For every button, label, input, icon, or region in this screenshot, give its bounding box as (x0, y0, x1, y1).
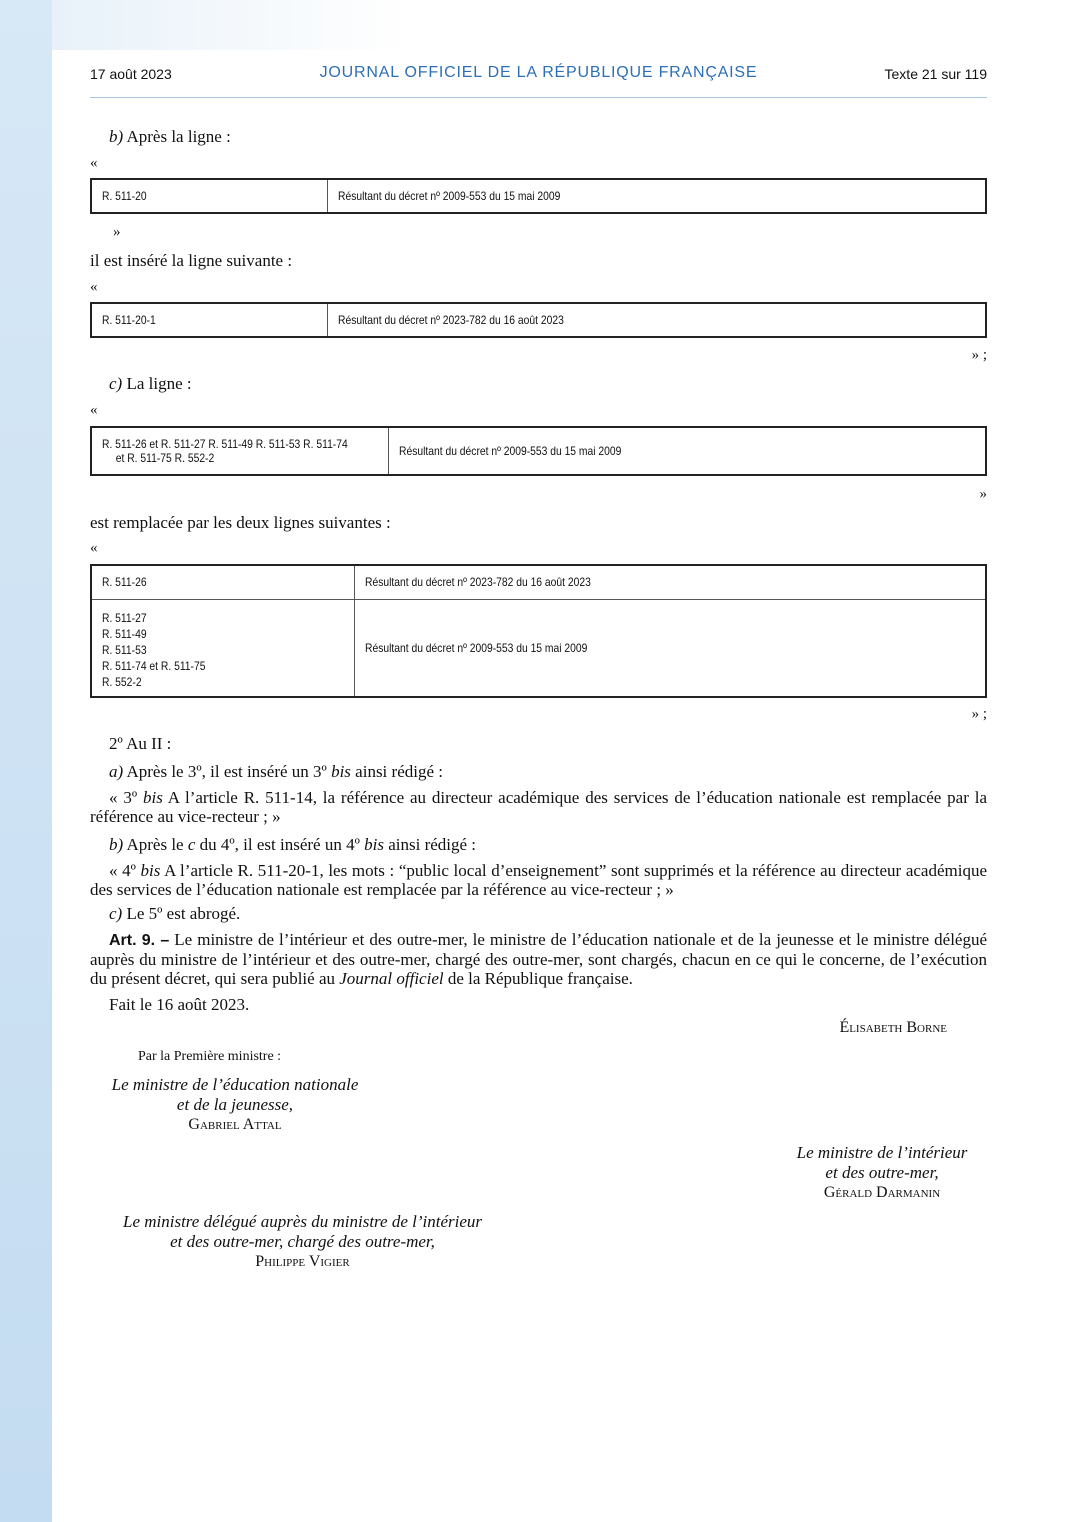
signing-date: Fait le 16 août 2023. (109, 995, 250, 1014)
close-quote: » ; (971, 706, 987, 722)
journal-header (90, 64, 987, 84)
page-top-edge (52, 0, 1077, 50)
table-cell-ref: R. 511-26 (91, 565, 355, 599)
table-cell-source: Résultant du décret nº 2009-553 du 15 mai 2009 (388, 427, 986, 475)
table-row (91, 427, 986, 475)
table-row (91, 303, 986, 337)
education-minister-name: Gabriel Attal (188, 1116, 282, 1133)
publication-date: 17 août 2023 (90, 66, 172, 82)
section-c-text: La ligne : (126, 374, 192, 393)
overseas-minister-name: Philippe Vigier (255, 1253, 350, 1270)
by-prime-minister: Par la Première ministre : (138, 1049, 282, 1064)
table-cell-source: Résultant du décret nº 2023-782 du 16 août 2023 (328, 303, 987, 337)
point-2-title: 2º Au II : (109, 734, 172, 753)
header-divider (90, 97, 987, 98)
open-quote: « (90, 155, 98, 171)
article-9-label: Art. 9. – (109, 932, 170, 949)
point-2-b-quote: « 4º bis A l’article R. 511-20-1, les mots : “public local d’enseignement” sont supprimés et la référence au directeur académique des services de l’éducation nationale est remplacée par la référence au vice-recteur ; » (90, 861, 988, 899)
text-number: Texte 21 sur 119 (884, 66, 987, 82)
interior-minister-name: Gérald Darmanin (823, 1184, 941, 1201)
table-cell-ref: R. 511-20 (91, 179, 328, 213)
overseas-minister-block: Le ministre délégué auprès du ministre de l’intérieur et des outre-mer, chargé des outre-mer, Philippe Vigier (90, 1212, 515, 1272)
interior-minister-block: Le ministre de l’intérieur et des outre-mer, Gérald Darmanin (777, 1143, 987, 1203)
point-2-a: a) Après le 3º, il est inséré un 3º bis ainsi rédigé : (109, 762, 443, 781)
point-2-c: c) Le 5º est abrogé. (109, 904, 241, 923)
table-new-lines (90, 564, 987, 698)
point-2-a-quote: « 3º bis A l’article R. 511-14, la référence au directeur académique des services de l’éducation nationale est remplacée par la référence au vice-recteur ; » (90, 788, 988, 826)
close-quote: » (113, 224, 121, 240)
table-cell-ref: R. 511-27 R. 511-49 R. 511-53 R. 511-74 et R. 511-75 R. 552-2 (91, 599, 355, 697)
open-quote: « (90, 540, 98, 556)
table-row (91, 599, 986, 697)
insert-line-text: il est inséré la ligne suivante : (90, 251, 293, 270)
table-cell-source: Résultant du décret nº 2009-553 du 15 mai 2009 (328, 179, 987, 213)
close-quote: » ; (971, 347, 987, 363)
section-c-heading (109, 374, 192, 394)
section-b-label: b) (109, 127, 124, 146)
table-old-line (90, 426, 987, 476)
table-cell-ref: R. 511-26 et R. 511-27 R. 511-49 R. 511-53 R. 511-74 et R. 511-75 R. 552-2 (91, 427, 388, 475)
prime-minister-signature: Élisabeth Borne (839, 1019, 947, 1036)
open-quote: « (90, 402, 98, 418)
table-row (91, 565, 986, 599)
article-9: Art. 9. – Le ministre de l’intérieur et des outre-mer, le ministre de l’éducation nationale et de la jeunesse et le ministre délégué auprès du ministre de l’intérieur et des outre-mer, chargé des outre-mer, sont chargés, chacun en ce qui le concerne, de l’exécution du présent décret, qui sera publié au Journal officiel de la République française. (90, 930, 988, 988)
close-quote: » (979, 486, 987, 502)
journal-title: JOURNAL OFFICIEL DE LA RÉPUBLIQUE FRANÇAISE (319, 64, 758, 81)
table-cell-source: Résultant du décret nº 2009-553 du 15 mai 2009 (355, 599, 987, 697)
replace-text: est remplacée par les deux lignes suivantes : (90, 513, 391, 532)
page-margin-bleed (0, 0, 52, 1522)
section-b-heading (109, 127, 231, 147)
table-cell-ref: R. 511-20-1 (91, 303, 328, 337)
education-minister-block: Le ministre de l’éducation nationale et de la jeunesse, Gabriel Attal (90, 1075, 380, 1135)
table-cell-source: Résultant du décret nº 2023-782 du 16 août 2023 (355, 565, 987, 599)
point-2-b: b) Après le c du 4º, il est inséré un 4º bis ainsi rédigé : (109, 835, 477, 854)
section-b-text: Après la ligne : (126, 127, 231, 146)
section-c-label: c) (109, 374, 123, 393)
table-existing-line (90, 178, 987, 214)
open-quote: « (90, 279, 98, 295)
table-inserted-line (90, 302, 987, 338)
table-row (91, 179, 986, 213)
